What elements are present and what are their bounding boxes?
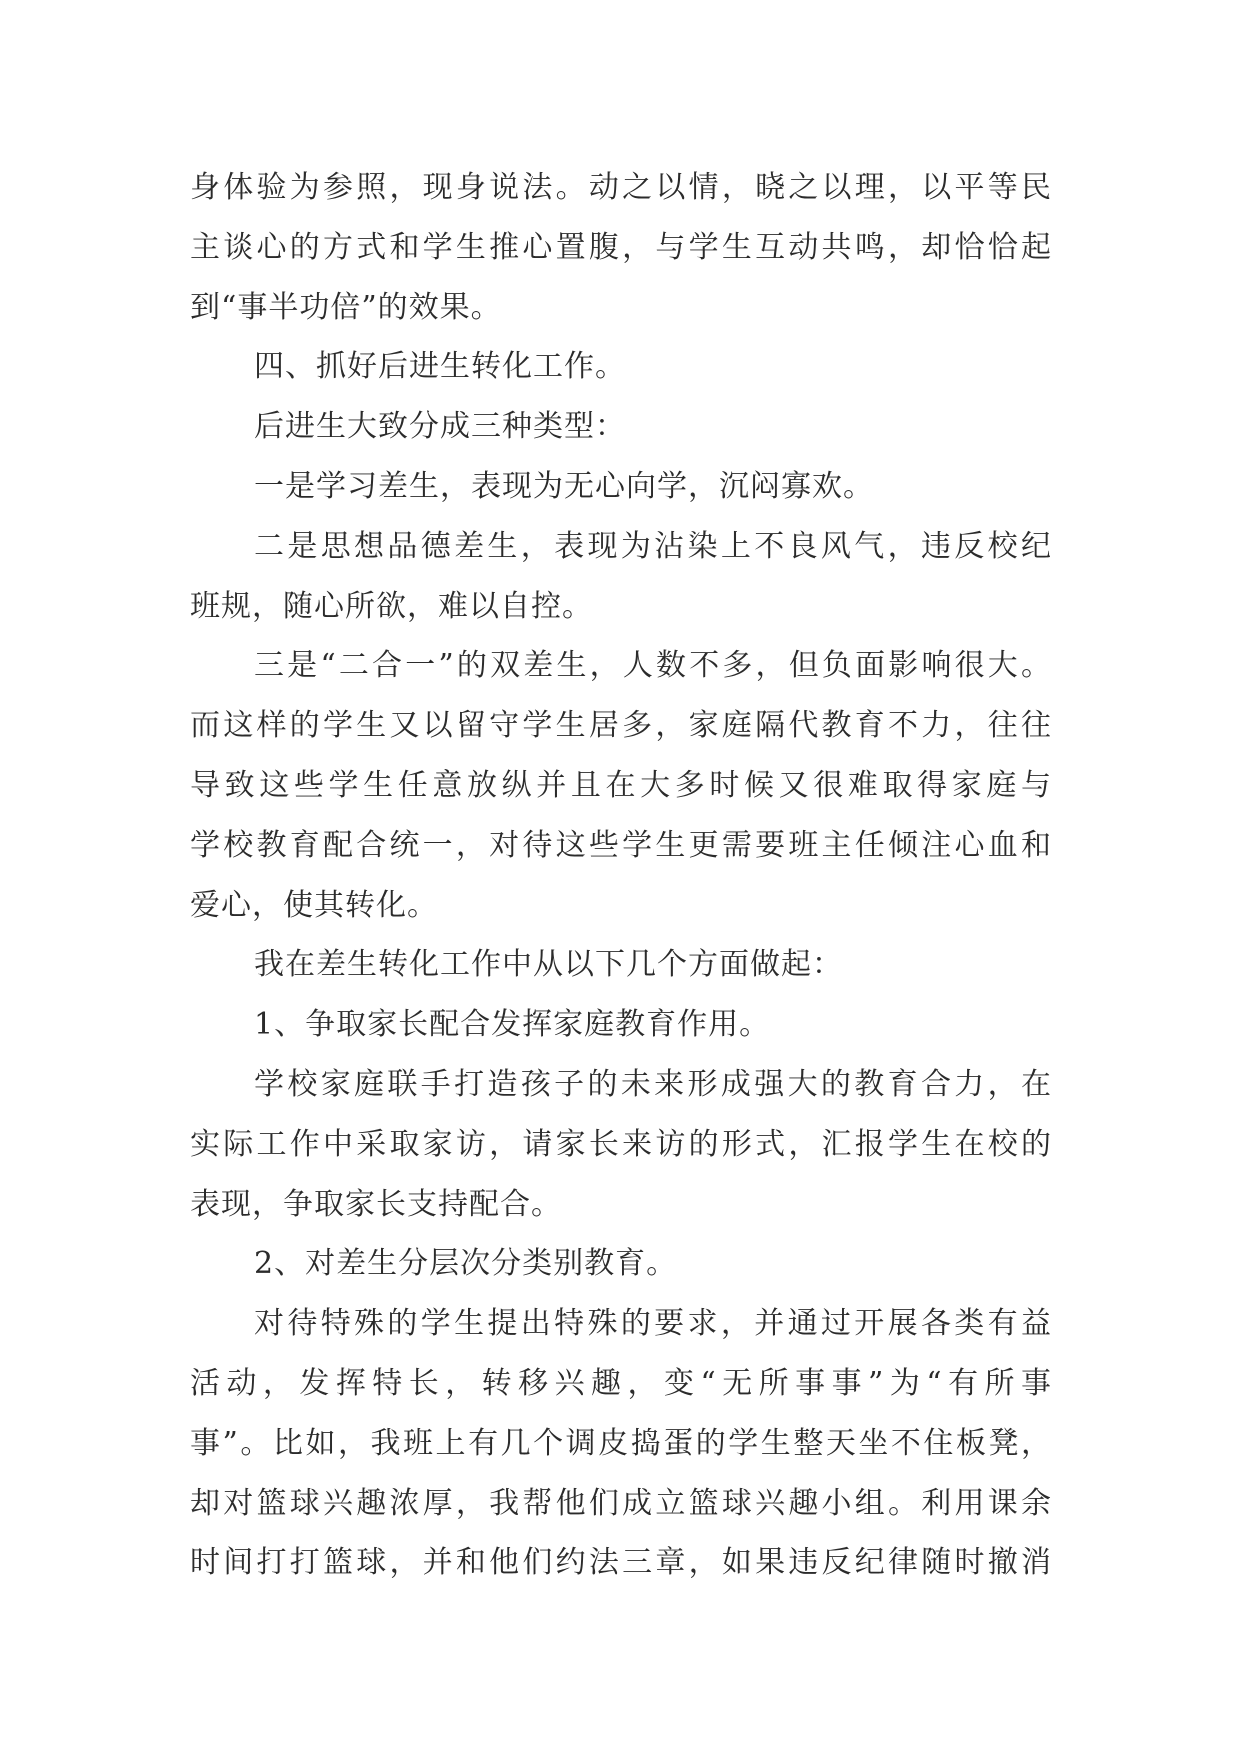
text-line: 1、争取家长配合发挥家庭教育作用。 <box>254 1007 771 1043</box>
text-line: 身体验为参照，现身说法。动之以情，晓之以理，以平等民 <box>190 170 1052 205</box>
text-line: 班规，随心所欲，难以自控。 <box>190 588 593 624</box>
text-line: 表现，争取家长支持配合。 <box>190 1186 562 1222</box>
text-line: 对待特殊的学生提出特殊的要求，并通过开展各类有益 <box>254 1306 1052 1342</box>
text-line: 学校教育配合统一，对待这些学生更需要班主任倾注心血和 <box>190 827 1052 863</box>
text-line: 2、对差生分层次分类别教育。 <box>254 1246 678 1282</box>
document-body <box>190 158 1052 1593</box>
text-line: 事”。比如，我班上有几个调皮捣蛋的学生整天坐不住板凳， <box>190 1425 1052 1461</box>
text-line: 导致这些学生任意放纵并且在大多时候又很难取得家庭与 <box>190 767 1052 803</box>
text-line: 主谈心的方式和学生推心置腹，与学生互动共鸣，却恰恰起 <box>190 229 1052 265</box>
text-line: 一是学习差生，表现为无心向学，沉闷寡欢。 <box>254 468 874 504</box>
text-line: 爱心，使其转化。 <box>190 887 438 923</box>
text-line: 而这样的学生又以留守学生居多，家庭隔代教育不力，往往 <box>190 708 1052 744</box>
text-line: 后进生大致分成三种类型： <box>254 409 626 445</box>
text-line: 学校家庭联手打造孩子的未来形成强大的教育合力，在 <box>254 1066 1052 1102</box>
text-line: 三是“二合一”的双差生，人数不多，但负面影响很大。 <box>254 648 1052 684</box>
text-line: 时间打打篮球，并和他们约法三章，如果违反纪律随时撤消 <box>190 1545 1052 1581</box>
text-line: 二是思想品德差生，表现为沾染上不良风气，违反校纪 <box>254 528 1052 564</box>
text-line: 到“事半功倍”的效果。 <box>190 289 502 325</box>
text-line: 我在差生转化工作中从以下几个方面做起： <box>254 947 843 983</box>
text-line: 实际工作中采取家访，请家长来访的形式，汇报学生在校的 <box>190 1126 1052 1162</box>
text-line: 四、抓好后进生转化工作。 <box>254 349 626 385</box>
text-line: 却对篮球兴趣浓厚，我帮他们成立篮球兴趣小组。利用课余 <box>190 1485 1052 1521</box>
text-line: 活动，发挥特长，转移兴趣，变“无所事事”为“有所事 <box>190 1365 1052 1401</box>
